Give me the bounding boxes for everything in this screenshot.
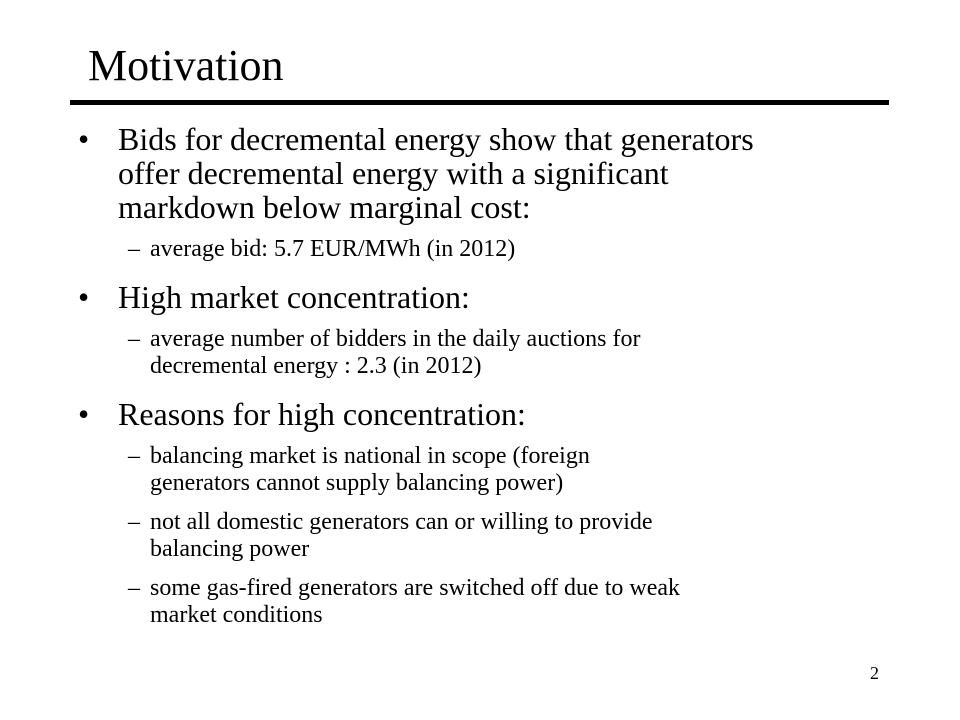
sub-bullet-marker: – [128, 575, 140, 601]
bullet-text-line: Reasons for high concentration: [118, 396, 526, 432]
page-number: 2 [870, 663, 879, 683]
sub-bullet-text-line: average bid: 5.7 EUR/MWh (in 2012) [150, 236, 516, 262]
bullet-marker: • [78, 396, 90, 432]
bullet-text-line: offer decremental energy with a significant [118, 155, 669, 191]
bullet-marker: • [78, 121, 90, 157]
sub-bullet-item [78, 443, 888, 497]
bullet-text-line: Bids for decremental energy show that generators [118, 121, 754, 157]
sub-bullet-marker: – [128, 236, 140, 262]
sub-bullet-text-line: some gas-fired generators are switched off due to weak [150, 575, 681, 601]
sub-bullet-marker: – [128, 443, 140, 469]
bullet-text-line: High market concentration: [118, 279, 470, 315]
bullet-text-line: markdown below marginal cost: [118, 189, 531, 225]
sub-bullet-text-line: decremental energy : 2.3 (in 2012) [150, 353, 482, 379]
sub-bullet-text-line: balancing power [150, 536, 310, 562]
sub-bullet-item [78, 575, 888, 629]
slide-content [78, 122, 888, 629]
bullet-item [78, 122, 888, 224]
sub-bullet-item [78, 509, 888, 563]
sub-bullet-marker: – [128, 509, 140, 535]
sub-bullet-text-line: not all domestic generators can or willing to provide [150, 509, 653, 535]
sub-bullet-text-line: average number of bidders in the daily auctions for [150, 326, 641, 352]
sub-bullet-marker: – [128, 326, 140, 352]
sub-bullet-item [78, 326, 888, 380]
bullet-marker: • [78, 279, 90, 315]
bullet-item [78, 280, 888, 314]
title-underline [70, 100, 889, 105]
sub-bullet-text-line: balancing market is national in scope (foreign [150, 443, 590, 469]
sub-bullet-text-line: generators cannot supply balancing power) [150, 470, 564, 496]
bullet-item [78, 397, 888, 431]
slide-title: Motivation [88, 41, 284, 90]
sub-bullet-text-line: market conditions [150, 602, 323, 628]
sub-bullet-item [78, 236, 888, 263]
